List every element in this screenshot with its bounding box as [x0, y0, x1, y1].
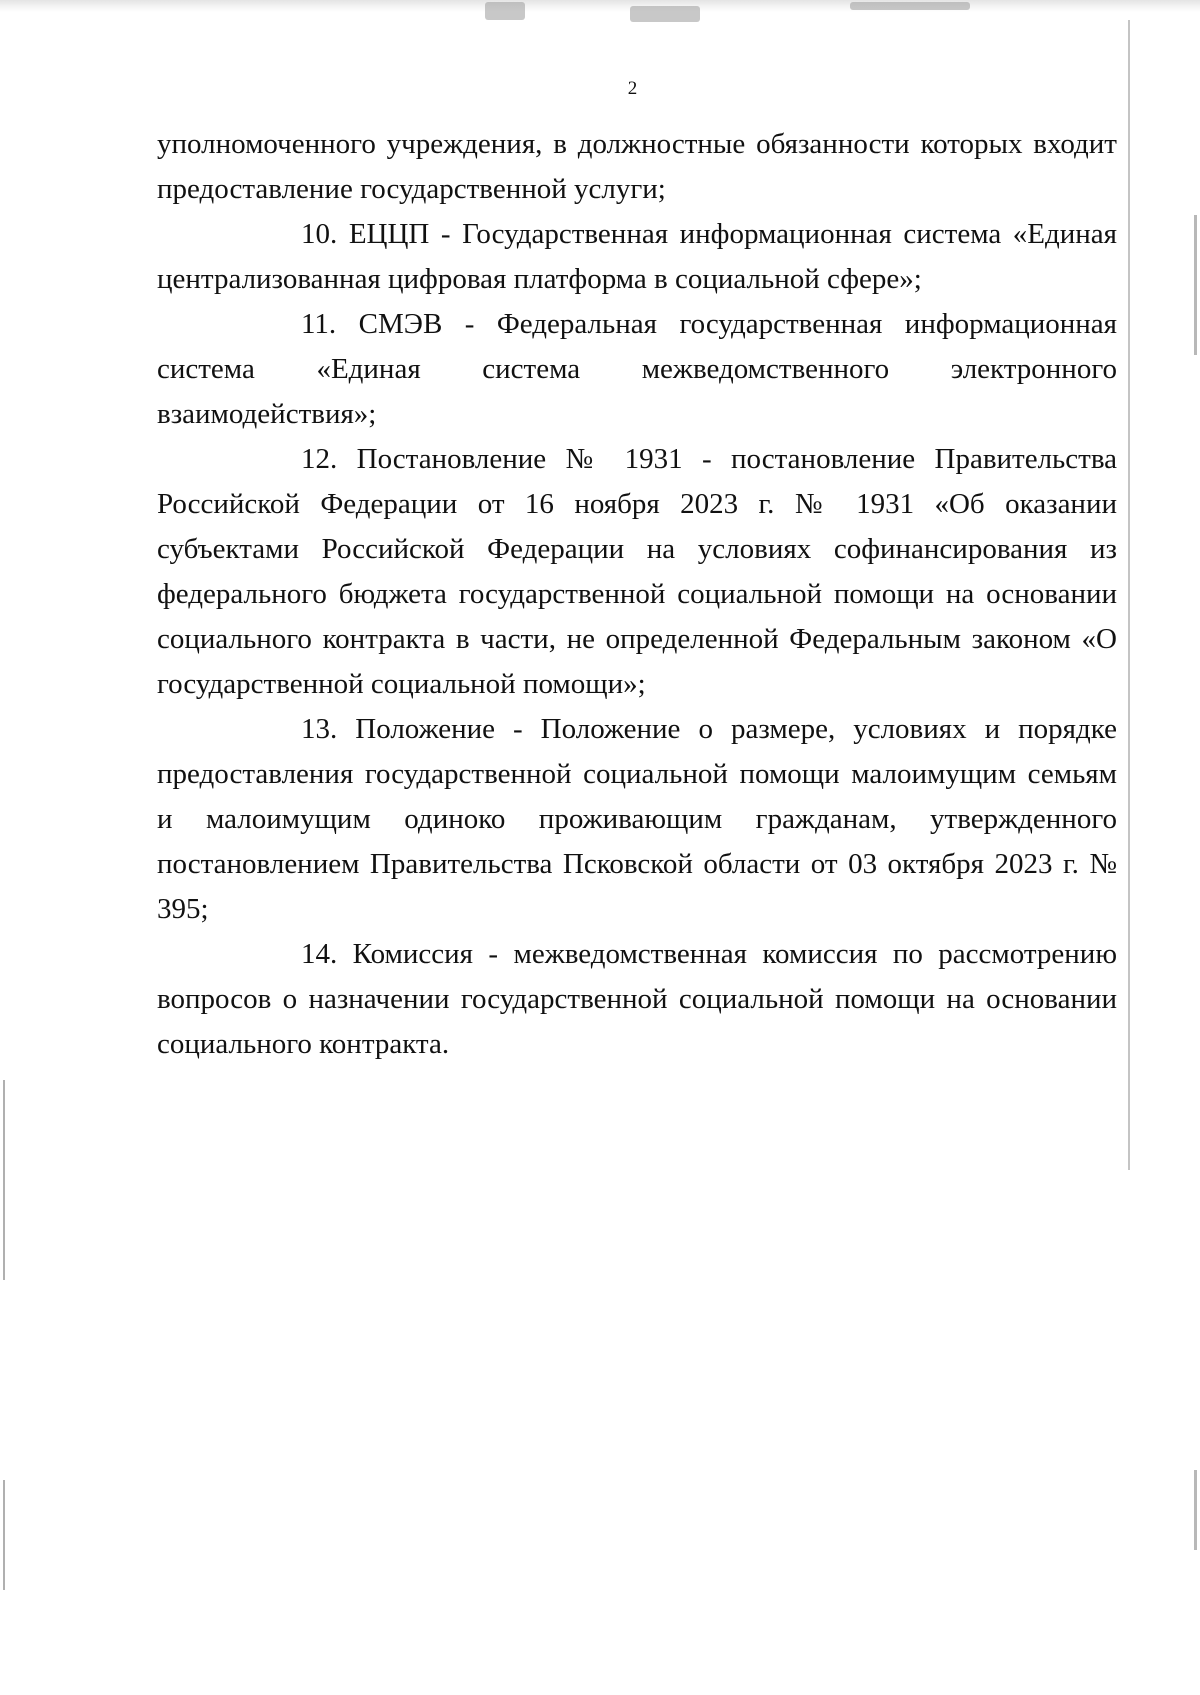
- paragraph-text: уполномоченного учреждения, в должностные обязанности которых входит предоставление государственной услуги;: [157, 128, 1117, 205]
- item-text: ЕЦЦП - Государственная информационная система «Единая централизованная цифровая платформа в социальной сфере»;: [157, 218, 1117, 295]
- item-text: Комиссия - межведомственная комиссия по рассмотрению вопросов о назначении государственной социальной помощи на основании социального контракта.: [157, 938, 1117, 1060]
- scan-artifact: [485, 2, 525, 20]
- definition-item-13: [157, 707, 1117, 932]
- definition-item-14: [157, 932, 1117, 1067]
- scan-edge-mark: [1194, 215, 1197, 355]
- definition-item-12: [157, 437, 1117, 707]
- scan-artifact: [630, 6, 700, 22]
- definition-item-11: [157, 302, 1117, 437]
- page-number: 2: [627, 78, 638, 99]
- item-text: Постановление № 1931 - постановление Правительства Российской Федерации от 16 ноября 2023 г. № 1931 «Об оказании субъектами Российской Федерации на условиях софинансирования из федерального бюджета государственной социальной помощи на основании социального контракта в части, не определенной Федеральным законом «О государственной социальной помощи»;: [157, 443, 1117, 700]
- scan-top-shadow: [0, 0, 1200, 12]
- item-number: 13.: [301, 713, 338, 745]
- item-text: Положение - Положение о размере, условиях и порядке предоставления государственной социальной помощи малоимущим семьям и малоимущим одиноко проживающим гражданам, утвержденного постановлением Правительства Псковской области от 03 октября 2023 г. № 395;: [157, 713, 1117, 925]
- scan-edge-mark: [3, 1480, 5, 1590]
- document-body: [157, 122, 1117, 1067]
- item-number: 12.: [301, 443, 338, 475]
- scan-edge-mark: [1194, 1470, 1197, 1550]
- scan-edge-mark: [3, 1080, 5, 1280]
- scan-fold-line: [1128, 20, 1130, 1170]
- item-number: 10.: [301, 218, 338, 250]
- item-text: СМЭВ - Федеральная государственная информационная система «Единая система межведомственного электронного взаимодействия»;: [157, 308, 1118, 430]
- paragraph-continuation: [157, 122, 1117, 212]
- definition-item-10: [157, 212, 1117, 302]
- item-number: 11.: [301, 308, 337, 340]
- scan-artifact: [850, 2, 970, 10]
- item-number: 14.: [301, 938, 338, 970]
